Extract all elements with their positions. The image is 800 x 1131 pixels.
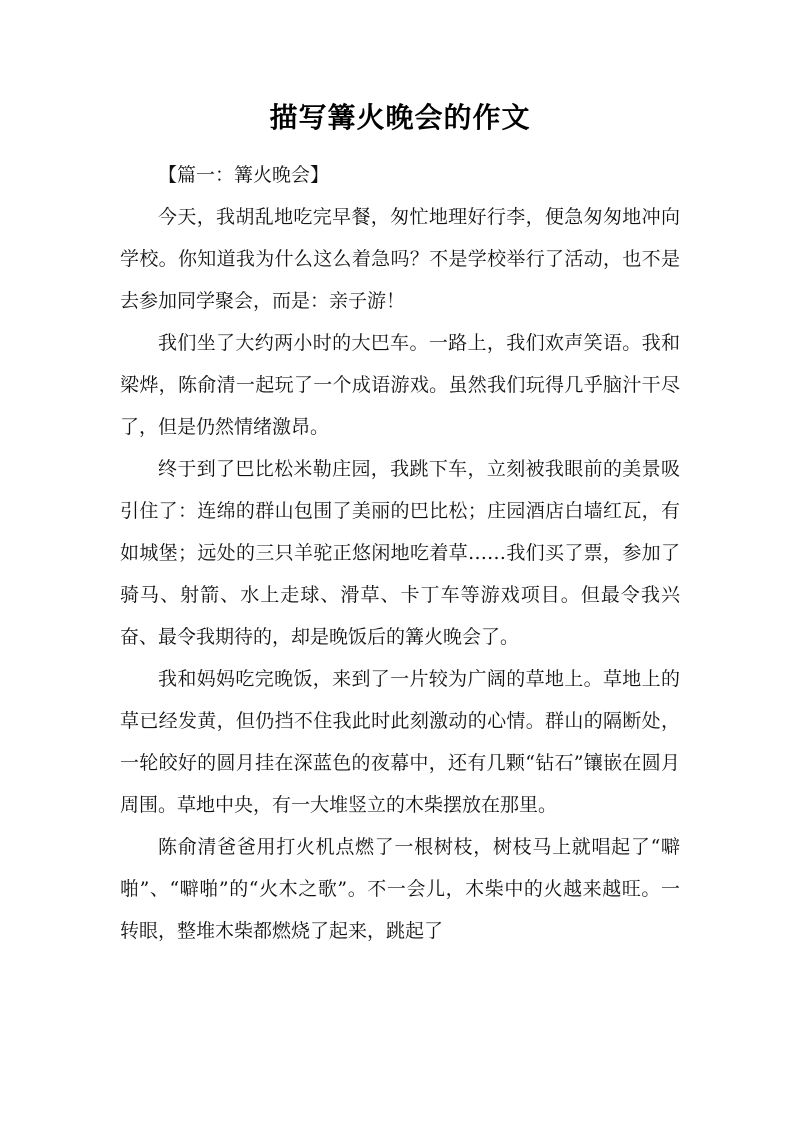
section-heading: 【篇一：篝火晚会】 (158, 164, 330, 186)
paragraph-5: 陈俞清爸爸用打火机点燃了一根树枝，树枝马上就唱起了“噼啪”、“噼啪”的“火木之歌”。不一会儿，木柴中的火越来越旺。一转眼，整堆木柴都燃烧了起来，跳起了 (120, 836, 680, 942)
paragraph-2: 我们坐了大约两小时的大巴车。一路上，我们欢声笑语。我和梁烨，陈俞清一起玩了一个成语游戏。虽然我们玩得几乎脑汁干尽了，但是仍然情绪激昂。 (120, 332, 680, 438)
paragraph-4: 我和妈妈吃完晚饭，来到了一片较为广阔的草地上。草地上的草已经发黄，但仍挡不住我此时此刻激动的心情。群山的隔断处，一轮皎好的圆月挂在深蓝色的夜幕中，还有几颗“钻石”镶嵌在圆月周围。草地中央，有一大堆竖立的木柴摆放在那里。 (120, 668, 680, 816)
paragraph-3: 终于到了巴比松米勒庄园，我跳下车，立刻被我眼前的美景吸引住了：连绵的群山包围了美丽的巴比松；庄园酒店白墙红瓦，有如城堡；远处的三只羊驼正悠闲地吃着草……我们买了票，参加了骑马、射箭、水上走球、滑草、卡丁车等游戏项目。但最令我兴奋、最令我期待的，却是晚饭后的篝火晚会了。 (120, 458, 680, 648)
document-title: 描写篝火晚会的作文 (269, 101, 531, 134)
document-body (120, 154, 680, 952)
paragraph-1: 今天，我胡乱地吃完早餐，匆忙地理好行李，便急匆匆地冲向学校。你知道我为什么这么着急吗？不是学校举行了活动，也不是去参加同学聚会，而是：亲子游！ (120, 206, 680, 312)
